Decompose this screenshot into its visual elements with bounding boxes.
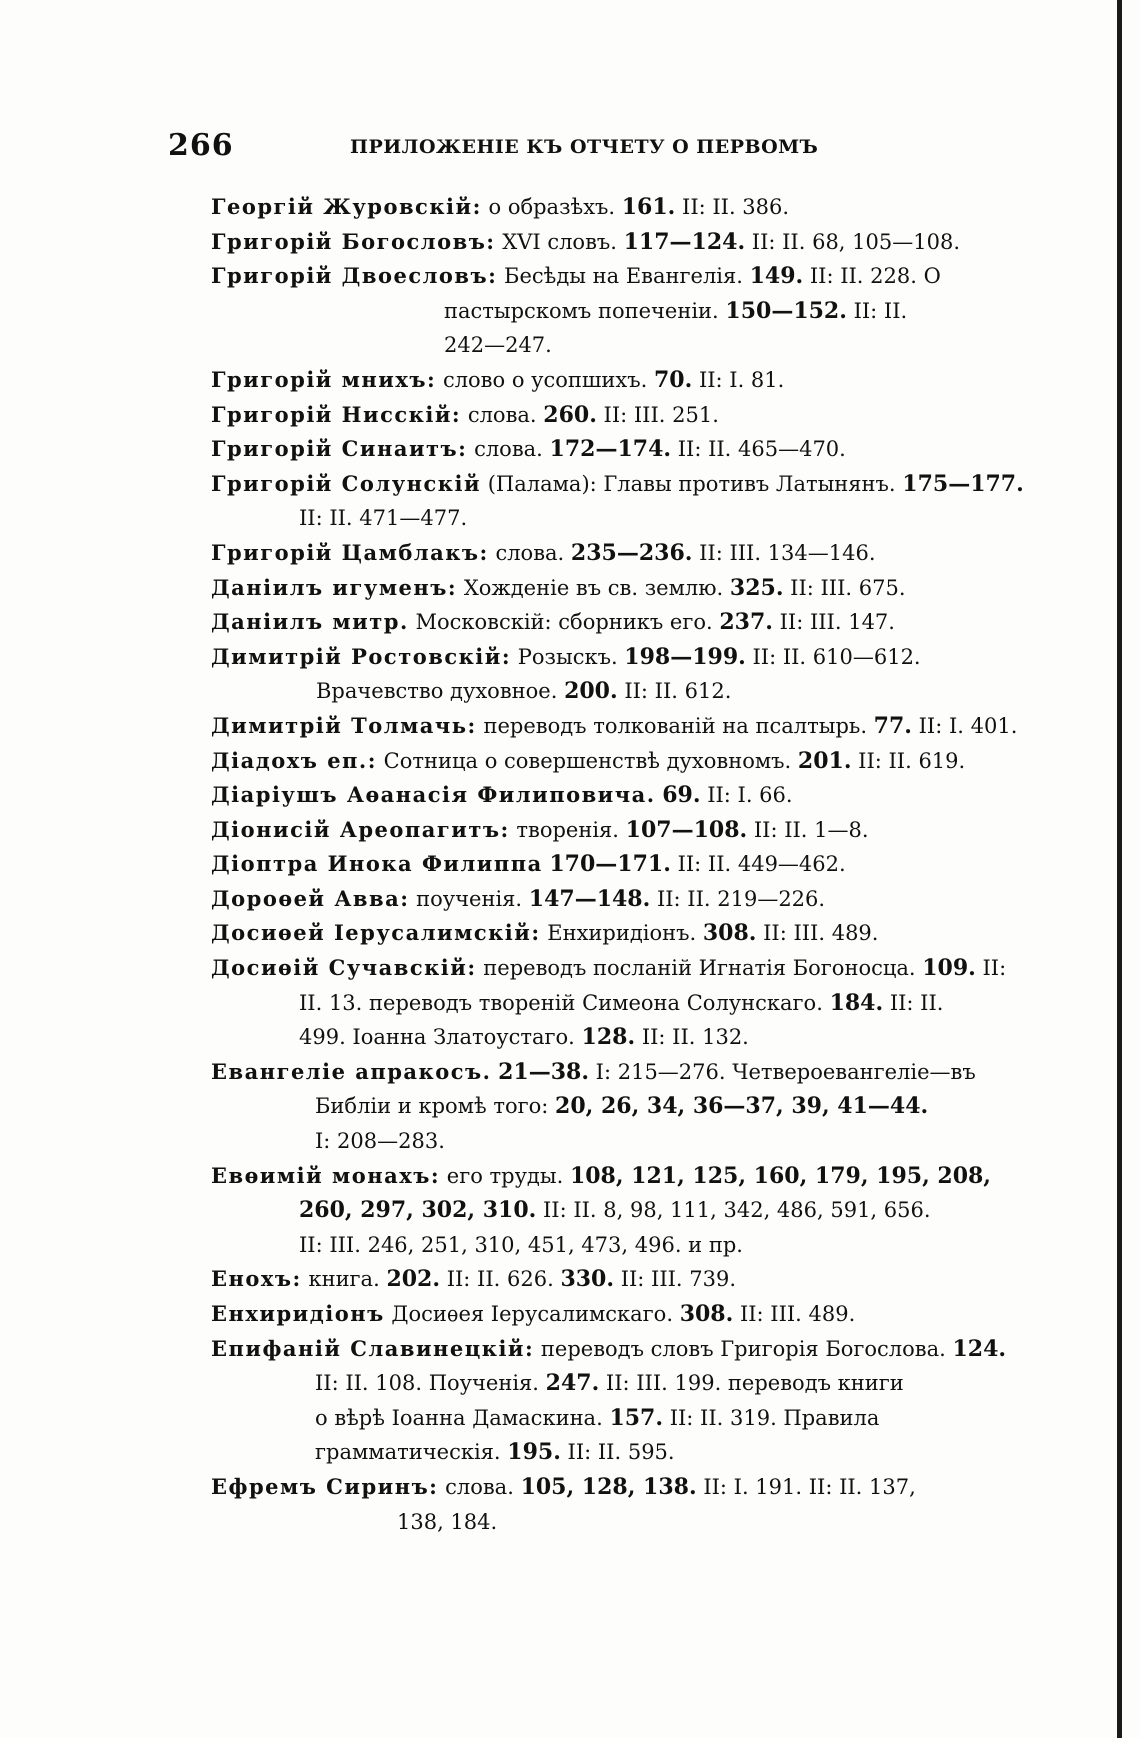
page-reference: 198—199. xyxy=(624,643,746,670)
index-entry xyxy=(211,398,1011,433)
entry-text: II: II. xyxy=(846,298,908,323)
entry-text: II: II. 626. xyxy=(440,1267,561,1292)
entry-text: поученія. xyxy=(409,886,529,911)
entry-line xyxy=(211,536,1011,571)
index-entry xyxy=(211,1297,1011,1332)
index-entry xyxy=(211,225,1011,260)
entry-text: переводъ словъ Григорія Богослова. xyxy=(534,1336,953,1361)
page-reference: 157. xyxy=(609,1404,664,1431)
index-entry xyxy=(211,1332,1011,1470)
index-entry xyxy=(211,1159,1011,1263)
index-entries xyxy=(211,190,1024,1539)
page-header xyxy=(168,128,1008,172)
page-reference: 108, 121, 125, 160, 179, 195, 208, xyxy=(569,1162,991,1189)
page-reference: 117—124. xyxy=(623,228,746,255)
entry-continuation-line xyxy=(211,328,1011,363)
page-reference: 107—108. xyxy=(625,816,748,843)
entry-text: II: III. 739. xyxy=(614,1267,737,1292)
entry-continuation-line xyxy=(211,1124,1011,1159)
entry-line xyxy=(211,916,1011,951)
entry-continuation-line xyxy=(211,1366,1011,1401)
entry-text: Розыскъ. xyxy=(511,644,625,669)
entry-heading: Григорій Солунскій xyxy=(211,470,482,496)
entry-text: II: II. 612. xyxy=(617,679,732,704)
entry-heading: Даніилъ митр. xyxy=(211,609,409,635)
entry-continuation-line xyxy=(211,1193,1011,1228)
entry-line xyxy=(211,259,1011,294)
entry-continuation-line xyxy=(211,1401,1011,1436)
entry-line xyxy=(211,813,1011,848)
index-entry xyxy=(211,916,1011,951)
page-reference: 195. xyxy=(507,1439,561,1466)
entry-text: Врачевство духовное. xyxy=(316,679,565,704)
entry-heading: Димитрій Ростовскій: xyxy=(211,643,512,669)
entry-text: слова. xyxy=(488,540,571,565)
entry-text: II: II. 132. xyxy=(635,1025,749,1050)
entry-text: II: I. 401. xyxy=(911,713,1018,738)
entry-text: переводъ посланій Игнатія Богоносца. xyxy=(476,956,923,981)
entry-text: Хожденіе въ св. землю. xyxy=(457,575,730,600)
index-entry xyxy=(211,744,1011,779)
index-entry xyxy=(211,1055,1011,1159)
entry-text: II: III. 489. xyxy=(756,921,879,946)
page-reference: 21—38. xyxy=(498,1058,589,1085)
entry-heading: Григорій Двоесловъ: xyxy=(211,263,498,289)
page-reference: 325. xyxy=(729,574,784,601)
entry-text: I: 208—283. xyxy=(315,1129,445,1154)
entry-text: II: II. 68, 105—108. xyxy=(745,229,960,254)
page-reference: 308. xyxy=(679,1301,734,1327)
entry-text: творенія. xyxy=(509,817,626,842)
running-title: ПРИЛОЖЕНІЕ КЪ ОТЧЕТУ О ПЕРВОМЪ xyxy=(350,136,819,158)
entry-continuation-line xyxy=(211,1089,1011,1124)
index-entry xyxy=(211,571,1011,606)
page-reference: 237. xyxy=(719,609,773,636)
scan-edge-line xyxy=(1117,0,1122,1738)
page-reference: 149. xyxy=(749,263,804,290)
entry-heading: Григорій Богословъ: xyxy=(211,228,496,254)
entry-text: II: III. 251. xyxy=(596,402,719,427)
index-entry xyxy=(211,882,1011,917)
entry-heading: Георгій Журовскій: xyxy=(211,194,482,219)
entry-line xyxy=(211,605,1011,640)
entry-heading: Евангеліе апракосъ. xyxy=(211,1058,492,1084)
entry-line xyxy=(211,571,1011,606)
entry-text: II: II. 595. xyxy=(560,1440,675,1465)
entry-text: 242—247. xyxy=(444,333,552,358)
index-entry xyxy=(211,813,1011,848)
entry-text: II: I. 66. xyxy=(700,783,793,808)
entry-continuation-line xyxy=(211,1228,1011,1263)
page-reference: 170—171. xyxy=(549,851,671,878)
entry-text: II: III. 246, 251, 310, 451, 473, 496. и пр. xyxy=(299,1232,743,1257)
page-reference: 308. xyxy=(702,920,757,947)
entry-line xyxy=(211,709,1018,744)
entry-text: о вѣрѣ Іоанна Дамаскина. xyxy=(315,1405,610,1430)
entry-continuation-line xyxy=(211,674,1011,709)
entry-continuation-line xyxy=(211,1505,1011,1540)
entry-text: II: II. 1—8. xyxy=(747,817,869,842)
entry-text: пастырскомъ попеченіи. xyxy=(444,298,726,323)
entry-text: слова. xyxy=(461,402,544,427)
entry-heading: Григорій Нисскій: xyxy=(211,401,462,427)
entry-text: слово о усопшихъ. xyxy=(436,367,654,392)
entry-line xyxy=(211,640,1011,675)
index-entry xyxy=(211,432,1011,467)
entry-text: XVI словъ. xyxy=(495,229,624,254)
entry-line xyxy=(211,847,1011,882)
page-reference: 330. xyxy=(560,1266,615,1293)
entry-text: 138, 184. xyxy=(397,1509,498,1534)
entry-text: книга. xyxy=(301,1267,387,1292)
index-entry xyxy=(211,778,1011,813)
page-reference: 77. xyxy=(873,712,912,739)
entry-heading: Діаріушъ Аѳанасія Филиповича. xyxy=(211,782,656,808)
entry-continuation-line xyxy=(211,1020,1011,1055)
entry-continuation-line xyxy=(211,501,1011,536)
entry-text: II: III. 134—146. xyxy=(692,540,876,565)
page-reference: 247. xyxy=(545,1370,600,1397)
page-reference: 105, 128, 138. xyxy=(520,1473,697,1500)
entry-text: слова. xyxy=(467,437,550,462)
entry-text: II: I. 81. xyxy=(692,367,785,392)
entry-line xyxy=(211,363,1011,398)
entry-text: I: 215—276. Четвероевангеліе—въ xyxy=(589,1059,976,1084)
entry-text: Московскій: сборникъ его. xyxy=(408,610,720,635)
entry-line xyxy=(211,1297,1011,1332)
page-reference: 172—174. xyxy=(549,436,672,463)
entry-heading: Досиѳей Іерусалимскій: xyxy=(211,920,541,946)
entry-heading: Димитрій Толмачь: xyxy=(211,712,477,738)
entry-text: о образѣхъ. xyxy=(481,195,622,219)
entry-text: II: II. 8, 98, 111, 342, 486, 591, 656. xyxy=(536,1198,931,1223)
entry-line xyxy=(211,398,1011,433)
entry-text: II: xyxy=(975,956,1007,981)
entry-text: II: II. 619. xyxy=(851,748,966,773)
index-entry xyxy=(211,847,1011,882)
entry-line xyxy=(211,744,1011,779)
page-reference: 20, 26, 34, 36—37, 39, 41—44. xyxy=(555,1093,929,1120)
entry-text: II. 13. переводъ твореній Симеона Солунскаго. xyxy=(299,990,830,1015)
entry-text: Бесѣды на Евангелія. xyxy=(497,264,750,289)
entry-heading: Ефремъ Сиринъ: xyxy=(211,1473,439,1499)
entry-line xyxy=(211,1159,1011,1194)
entry-line xyxy=(211,1332,1011,1367)
entry-heading: Діадохъ еп.: xyxy=(211,747,377,773)
entry-text: II: III. 675. xyxy=(783,575,906,600)
page-reference: 161. xyxy=(621,194,676,220)
entry-line xyxy=(211,432,1011,467)
entry-line xyxy=(211,1470,1011,1505)
page-reference: 202. xyxy=(386,1266,441,1293)
entry-text: II: II. 610—612. xyxy=(745,644,921,669)
page-reference: 235—236. xyxy=(570,539,693,566)
page-reference: 109. xyxy=(922,955,976,982)
page-reference: 70. xyxy=(653,366,693,393)
entry-line xyxy=(211,778,1011,813)
page-reference: 147—148. xyxy=(528,885,651,912)
page-reference: 128. xyxy=(581,1024,636,1051)
entry-text: Сотница о совершенствѣ духовномъ. xyxy=(377,748,798,773)
index-entry xyxy=(211,259,1011,363)
page-reference: 260, 297, 302, 310. xyxy=(299,1197,537,1224)
page-reference: 184. xyxy=(829,989,884,1016)
entry-heading: Досиѳій Сучавскій: xyxy=(211,955,477,981)
entry-text: II: III. 147. xyxy=(772,610,895,635)
entry-text: II: I. 191. II: II. 137, xyxy=(696,1474,916,1499)
entry-line xyxy=(211,1055,1011,1090)
entry-text: II: III. 489. xyxy=(733,1302,856,1326)
index-entry xyxy=(211,951,1011,1055)
page-reference: 200. xyxy=(564,678,618,705)
index-entry xyxy=(211,1262,1011,1297)
entry-text: II: III. 199. переводъ книги xyxy=(599,1371,904,1396)
index-entry xyxy=(211,467,1024,536)
entry-line xyxy=(211,951,1011,986)
entry-line xyxy=(211,190,1011,225)
entry-text: II: II. 108. Поученія. xyxy=(315,1371,546,1396)
entry-text: (Палама): Главы противъ Латынянъ. xyxy=(481,471,903,496)
entry-line xyxy=(211,225,1011,260)
entry-heading: Епифаній Славинецкій: xyxy=(211,1335,535,1361)
entry-text: II: II. 386. xyxy=(675,195,790,219)
entry-text: Енхиридіонъ. xyxy=(540,921,703,946)
entry-heading: Енхиридіонъ xyxy=(211,1301,385,1326)
index-entry xyxy=(211,640,1011,709)
entry-heading: Даніилъ игуменъ: xyxy=(211,574,458,600)
page-reference: 175—177. xyxy=(902,470,1024,497)
entry-heading: Енохъ: xyxy=(211,1266,302,1292)
entry-heading: Діонисій Ареопагитъ: xyxy=(211,816,510,842)
index-entry xyxy=(211,363,1011,398)
entry-text: его труды. xyxy=(440,1163,570,1188)
entry-heading: Дороѳей Авва: xyxy=(211,885,410,911)
index-entry xyxy=(211,536,1011,571)
entry-text: II: II. 228. О xyxy=(803,264,941,289)
entry-text: грамматическія. xyxy=(315,1440,508,1465)
entry-text: II: II. 449—462. xyxy=(670,852,846,877)
page-reference: 124. xyxy=(952,1335,1007,1362)
entry-heading: Григорій Синаитъ: xyxy=(211,436,468,462)
entry-text: Библіи и кромѣ того: xyxy=(315,1094,556,1119)
entry-text: II: II. 219—226. xyxy=(650,886,826,911)
entry-line xyxy=(211,467,1024,502)
entry-line xyxy=(211,1262,1011,1297)
entry-continuation-line xyxy=(211,1435,1011,1470)
entry-heading: Григорій мнихъ: xyxy=(211,366,437,392)
entry-text: 499. Іоанна Златоустаго. xyxy=(299,1025,582,1050)
entry-text: переводъ толкованій на псалтырь. xyxy=(476,713,874,738)
entry-line xyxy=(211,882,1011,917)
page-reference: 260. xyxy=(543,401,597,428)
page-reference: 201. xyxy=(797,747,852,774)
entry-text: II: II. 465—470. xyxy=(671,437,846,462)
index-entry xyxy=(211,190,1011,225)
index-entry xyxy=(211,605,1011,640)
entry-heading: Евѳимій монахъ: xyxy=(211,1162,441,1188)
entry-heading: Діоптра Инока Филиппа xyxy=(211,851,543,877)
page-reference: 150—152. xyxy=(725,297,847,324)
entry-heading: Григорій Цамблакъ: xyxy=(211,539,489,565)
entry-text: II: II. 471—477. xyxy=(299,506,468,531)
entry-text: II: II. 319. Правила xyxy=(663,1405,880,1430)
page-number: 266 xyxy=(168,128,234,163)
entry-text: слова. xyxy=(438,1474,521,1499)
entry-text: Досиѳея Іерусалимскаго. xyxy=(384,1302,680,1326)
page-reference: 69. xyxy=(662,782,701,809)
entry-continuation-line xyxy=(211,986,1011,1021)
index-entry xyxy=(211,1470,1011,1539)
entry-text: II: II. xyxy=(883,990,944,1015)
index-entry xyxy=(211,709,1018,744)
entry-continuation-line xyxy=(211,294,1011,329)
